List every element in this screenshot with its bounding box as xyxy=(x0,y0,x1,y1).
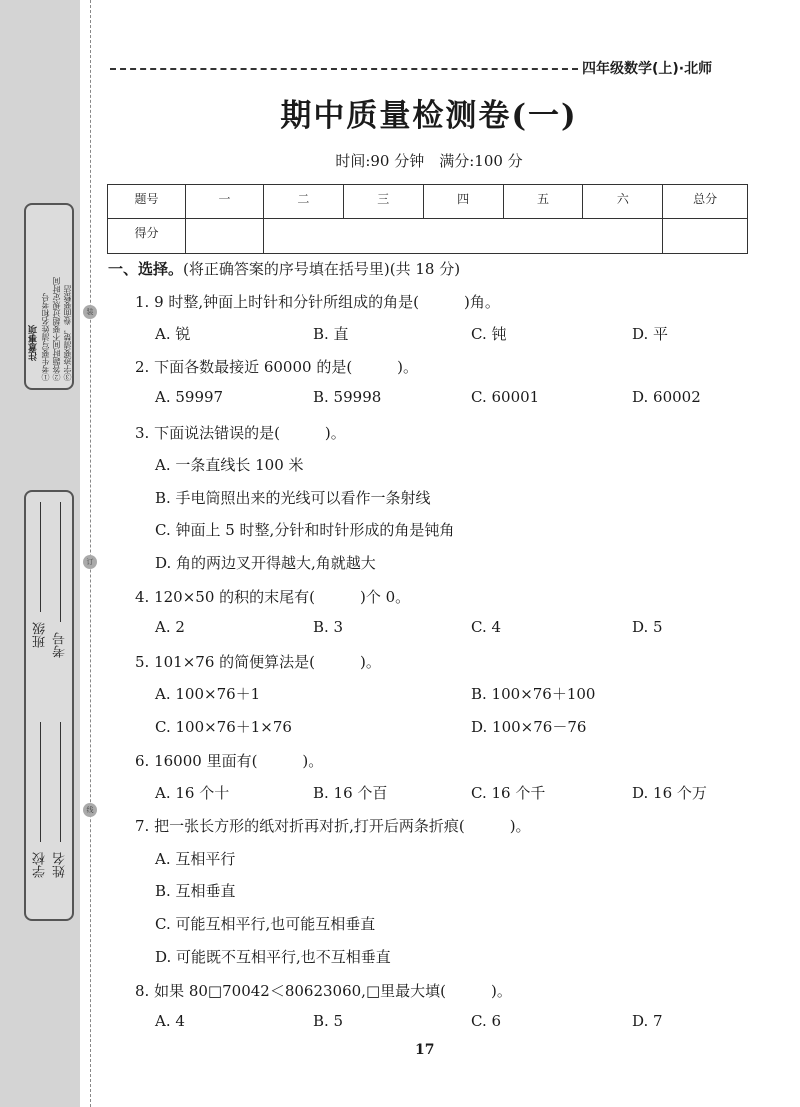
section-instruction: (将正确答案的序号填在括号里)(共 18 分) xyxy=(183,260,461,278)
school-label: 学校 xyxy=(33,852,48,878)
option: D. 可能既不互相平行,也不互相垂直 xyxy=(155,948,391,966)
column-header: 二 xyxy=(263,185,343,219)
column-header: 一 xyxy=(185,185,263,219)
binding-hole: 订 xyxy=(83,555,97,569)
option: B. 16 个百 xyxy=(313,784,388,802)
option: C. 60001 xyxy=(471,388,540,406)
table-row xyxy=(108,185,748,219)
name-label: 姓名 xyxy=(53,852,68,878)
option: D. 16 个万 xyxy=(632,784,707,802)
exam-number-line xyxy=(60,502,61,622)
exam-number-label: 考号 xyxy=(53,632,68,658)
option: C. 4 xyxy=(471,618,502,636)
option: A. 2 xyxy=(155,618,185,636)
question-stem: 1. 9 时整,钟面上时针和分针所组成的角是( )角。 xyxy=(135,293,500,311)
binding-hole: 装 xyxy=(83,305,97,319)
question-stem: 2. 下面各数最接近 60000 的是( )。 xyxy=(135,358,419,376)
option: A. 一条直线长 100 米 xyxy=(155,456,304,474)
option: C. 6 xyxy=(471,1012,502,1030)
page-number: 17 xyxy=(415,1042,435,1058)
question-stem: 7. 把一张长方形的纸对折再对折,打开后两条折痕( )。 xyxy=(135,817,531,835)
option: B. 3 xyxy=(313,618,344,636)
option: B. 互相垂直 xyxy=(155,882,236,900)
option: B. 100×76＋100 xyxy=(471,685,596,703)
option: C. 钝 xyxy=(471,325,507,343)
option: C. 可能互相平行,也可能互相垂直 xyxy=(155,915,376,933)
option: B. 手电筒照出来的光线可以看作一条射线 xyxy=(155,489,431,507)
question-stem: 6. 16000 里面有( )。 xyxy=(135,752,324,770)
option: C. 100×76＋1×76 xyxy=(155,718,292,736)
header-rule xyxy=(110,68,578,70)
cut-line xyxy=(90,0,91,1107)
option: A. 16 个十 xyxy=(155,784,230,802)
subject-label: 四年级数学(上)·北师 xyxy=(582,61,713,77)
option: C. 钟面上 5 时整,分针和时针形成的角是钝角 xyxy=(155,521,455,539)
note-item: ③字迹要清楚，卷面要整洁 xyxy=(63,285,72,381)
note-item: ①考生要写清姓名和考号 xyxy=(41,293,50,381)
option: A. 59997 xyxy=(155,388,224,406)
student-info-box xyxy=(24,490,74,921)
name-line xyxy=(60,722,61,842)
score-table xyxy=(107,184,748,254)
column-header: 四 xyxy=(423,185,503,219)
question-stem: 5. 101×76 的简便算法是( )。 xyxy=(135,653,381,671)
question-stem: 8. 如果 80□70042＜80623060,□里最大填( )。 xyxy=(135,982,512,1000)
table-row xyxy=(108,219,748,254)
score-cell xyxy=(185,219,263,254)
binding-hole: 线 xyxy=(83,803,97,817)
section-title: 一、选择。 xyxy=(108,260,184,278)
question-stem: 3. 下面说法错误的是( )。 xyxy=(135,424,346,442)
column-header: 六 xyxy=(583,185,663,219)
option: D. 角的两边叉开得越大,角就越大 xyxy=(155,554,376,572)
option: B. 直 xyxy=(313,325,349,343)
question-stem: 4. 120×50 的积的末尾有( )个 0。 xyxy=(135,588,411,606)
column-header: 五 xyxy=(503,185,583,219)
section-heading xyxy=(108,258,460,279)
option: D. 5 xyxy=(632,618,663,636)
score-cell xyxy=(663,219,748,254)
column-header: 总分 xyxy=(663,185,748,219)
option: A. 4 xyxy=(155,1012,185,1030)
option: D. 100×76－76 xyxy=(471,718,587,736)
note-item: ②答题时间不要超过规定时间 xyxy=(52,277,61,381)
school-line xyxy=(40,722,41,842)
notes-title: 注意事项 xyxy=(29,325,39,361)
option: D. 平 xyxy=(632,325,669,343)
exam-meta: 时间:90 分钟 满分:100 分 xyxy=(335,152,523,170)
page-title: 期中质量检测卷(一) xyxy=(280,98,578,134)
option: A. 锐 xyxy=(155,325,191,343)
binding-strip xyxy=(0,0,80,1107)
score-cell xyxy=(263,219,662,254)
option: B. 59998 xyxy=(313,388,382,406)
class-label: 班级 xyxy=(33,622,48,648)
option: A. 100×76＋1 xyxy=(155,685,261,703)
class-line xyxy=(40,502,41,612)
option: D. 60002 xyxy=(632,388,701,406)
row-label: 题号 xyxy=(108,185,186,219)
notes-box xyxy=(24,203,74,390)
row-label: 得分 xyxy=(108,219,186,254)
column-header: 三 xyxy=(343,185,423,219)
option: C. 16 个千 xyxy=(471,784,546,802)
option: B. 5 xyxy=(313,1012,344,1030)
option: A. 互相平行 xyxy=(155,850,236,868)
option: D. 7 xyxy=(632,1012,663,1030)
